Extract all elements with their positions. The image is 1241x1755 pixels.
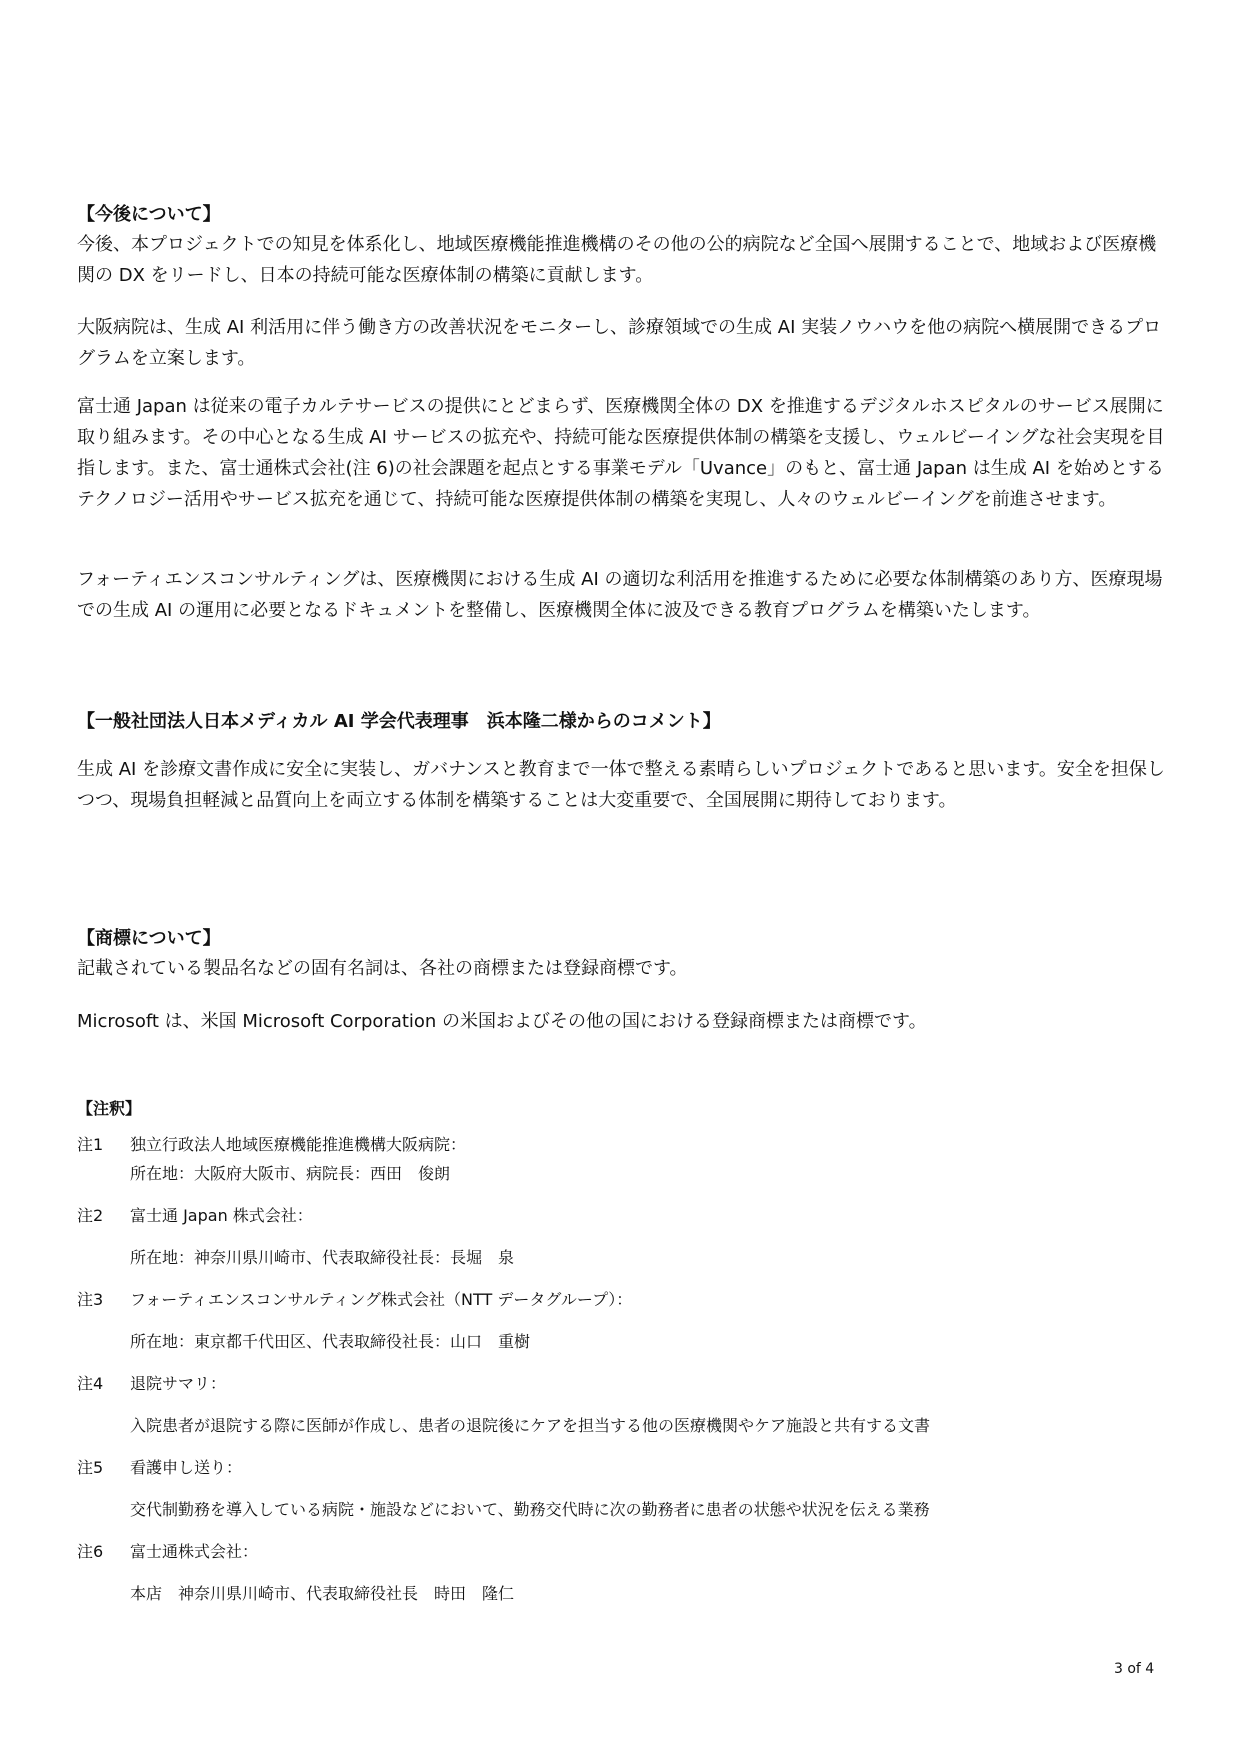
future-section-2 — [77, 312, 1167, 374]
future-paragraph-3: 富士通 Japan は従来の電子カルテサービスの提供にとどまらず、医療機関全体の DX を推進するデジタルホスピタルのサービス展開に取り組みます。その中心となる生成 AI サービスの拡充や、持続可能な医療提供体制の構築を支援し、ウェルビーイングな社会実現を目指します。また、富士通株式会社(注 6)の社会課題を起点とする事業モデル「Uvance」のもと、富士通 Japan は生成 AI を始めとするテクノロジー活用やサービス拡充を通じて、持続可能な医療提供体制の構築を実現し、人々のウェルビーイングを前進させます。 — [77, 396, 1165, 510]
future-section-3 — [77, 391, 1167, 515]
note-item — [77, 1369, 1167, 1440]
note-number: 注2 — [77, 1206, 104, 1225]
notes-heading: 【注釈】 — [77, 1099, 142, 1118]
note-detail: 所在地：大阪府大阪市、病院長：西田 俊朗 — [130, 1164, 451, 1183]
note-item — [77, 1130, 1167, 1188]
future-heading: 【今後について】 — [77, 204, 221, 225]
comment-section — [77, 708, 1167, 736]
notes-section — [77, 1097, 1167, 1121]
note-detail: 所在地：神奈川県川崎市、代表取締役社長：長堀 泉 — [130, 1248, 515, 1267]
note-number: 注4 — [77, 1374, 104, 1393]
comment-heading: 【一般社団法人日本メディカル AI 学会代表理事 浜本隆二様からのコメント】 — [77, 711, 721, 732]
note-number: 注1 — [77, 1135, 104, 1154]
note-title: 富士通 Japan 株式会社： — [130, 1206, 313, 1225]
comment-body — [77, 754, 1167, 816]
note-title: 看護申し送り： — [130, 1458, 243, 1477]
trademark-paragraph-2: Microsoft は、米国 Microsoft Corporation の米国およびその他の国における登録商標または商標です。 — [77, 1011, 927, 1032]
page-number: 3 of 4 — [1114, 1661, 1155, 1677]
future-paragraph-4: フォーティエンスコンサルティングは、医療機関における生成 AI の適切な利活用を推進するために必要な体制構築のあり方、医療現場での生成 AI の運用に必要となるドキュメントを整備し、医療機関全体に波及できる教育プログラムを構築いたします。 — [77, 569, 1163, 621]
note-title: 退院サマリ： — [130, 1374, 227, 1393]
trademark-section-2 — [77, 1006, 1167, 1037]
note-title: 独立行政法人地域医療機能推進機構大阪病院： — [130, 1135, 467, 1154]
note-detail: 本店 神奈川県川崎市、代表取締役社長 時田 隆仁 — [130, 1584, 515, 1603]
comment-paragraph: 生成 AI を診療文書作成に安全に実装し、ガバナンスと教育まで一体で整える素晴らしいプロジェクトであると思います。安全を担保しつつ、現場負担軽減と品質向上を両立する体制を構築することは大変重要で、全国展開に期待しております。 — [77, 759, 1165, 811]
note-item — [77, 1453, 1167, 1524]
note-title: 富士通株式会社： — [130, 1542, 259, 1561]
note-number: 注5 — [77, 1458, 104, 1477]
notes-list — [77, 1130, 1167, 1621]
note-detail: 所在地：東京都千代田区、代表取締役社長：山口 重樹 — [130, 1332, 531, 1351]
future-paragraph-2: 大阪病院は、生成 AI 利活用に伴う働き方の改善状況をモニターし、診療領域での生成 AI 実装ノウハウを他の病院へ横展開できるプログラムを立案します。 — [77, 317, 1162, 369]
future-section-4 — [77, 564, 1167, 626]
note-item — [77, 1537, 1167, 1608]
note-detail: 入院患者が退院する際に医師が作成し、患者の退院後にケアを担当する他の医療機関やケア施設と共有する文書 — [130, 1416, 931, 1435]
future-section — [77, 201, 1167, 291]
note-item — [77, 1285, 1167, 1356]
note-title: フォーティエンスコンサルティング株式会社（NTT データグループ）： — [130, 1290, 633, 1309]
trademark-section — [77, 925, 1167, 984]
note-item — [77, 1201, 1167, 1272]
future-paragraph-1: 今後、本プロジェクトでの知見を体系化し、地域医療機能推進機構のその他の公的病院など全国へ展開することで、地域および医療機関の DX をリードし、日本の持続可能な医療体制の構築に貢献します。 — [77, 234, 1157, 286]
note-number: 注6 — [77, 1542, 104, 1561]
trademark-heading: 【商標について】 — [77, 928, 221, 949]
note-number: 注3 — [77, 1290, 104, 1309]
trademark-paragraph-1: 記載されている製品名などの固有名詞は、各社の商標または登録商標です。 — [77, 958, 688, 979]
note-detail: 交代制勤務を導入している病院・施設などにおいて、勤務交代時に次の勤務者に患者の状態や状況を伝える業務 — [130, 1500, 930, 1519]
